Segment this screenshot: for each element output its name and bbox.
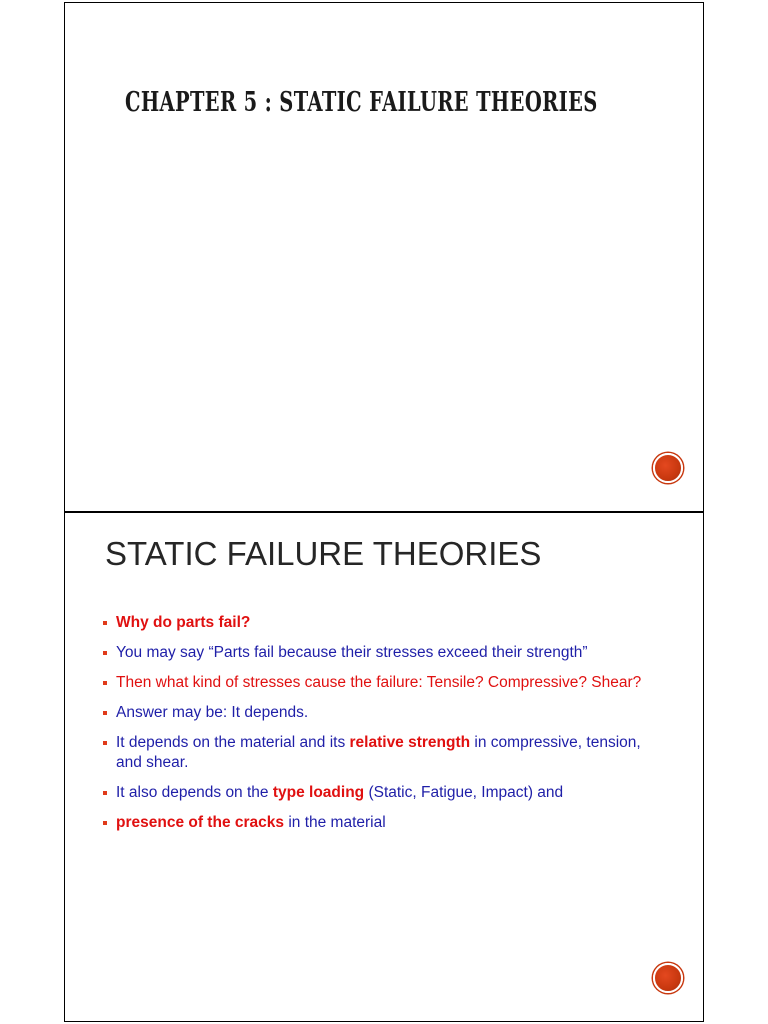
- slide-title: STATIC FAILURE THEORIES: [105, 535, 542, 572]
- bullet-item: [103, 673, 663, 693]
- bullet-text: Answer may be: It depends.: [116, 704, 309, 721]
- bullet-list: [103, 613, 663, 843]
- bullet-marker-icon: [103, 791, 107, 795]
- bullet-text: You may say “Parts fail because their stresses exceed their strength”: [116, 644, 588, 661]
- chapter-title: CHAPTER 5 : STATIC FAILURE THEORIES: [125, 87, 598, 118]
- bullet-item: [103, 813, 663, 833]
- slide-chapter-title: [64, 2, 704, 512]
- bullet-text-post: (Static, Fatigue, Impact) and: [364, 784, 564, 801]
- bullet-marker-icon: [103, 621, 107, 625]
- bullet-item: [103, 613, 663, 633]
- bullet-marker-icon: [103, 681, 107, 685]
- bullet-emphasis: presence of the cracks: [116, 814, 285, 831]
- bullet-item: [103, 703, 663, 723]
- slide-static-failure-theories: [64, 512, 704, 1022]
- bullet-marker-icon: [103, 821, 107, 825]
- bullet-text: Why do parts fail?: [116, 614, 251, 631]
- bullet-text-pre: It also depends on the: [116, 784, 273, 801]
- bullet-text: Then what kind of stresses cause the failure: Tensile? Compressive? Shear?: [116, 674, 642, 691]
- bullet-text-pre: It depends on the material and its: [116, 734, 350, 751]
- slide-nav-icon[interactable]: [653, 963, 683, 993]
- bullet-text-post: in the material: [284, 814, 386, 831]
- bullet-marker-icon: [103, 741, 107, 745]
- bullet-item: [103, 783, 663, 803]
- slide-nav-icon[interactable]: [653, 453, 683, 483]
- bullet-emphasis: relative strength: [349, 734, 471, 751]
- bullet-emphasis: type loading: [272, 784, 365, 801]
- bullet-marker-icon: [103, 651, 107, 655]
- bullet-text-post: in compressive, tension, and shear.: [116, 734, 641, 771]
- bullet-item: [103, 733, 663, 773]
- bullet-item: [103, 643, 663, 663]
- bullet-marker-icon: [103, 711, 107, 715]
